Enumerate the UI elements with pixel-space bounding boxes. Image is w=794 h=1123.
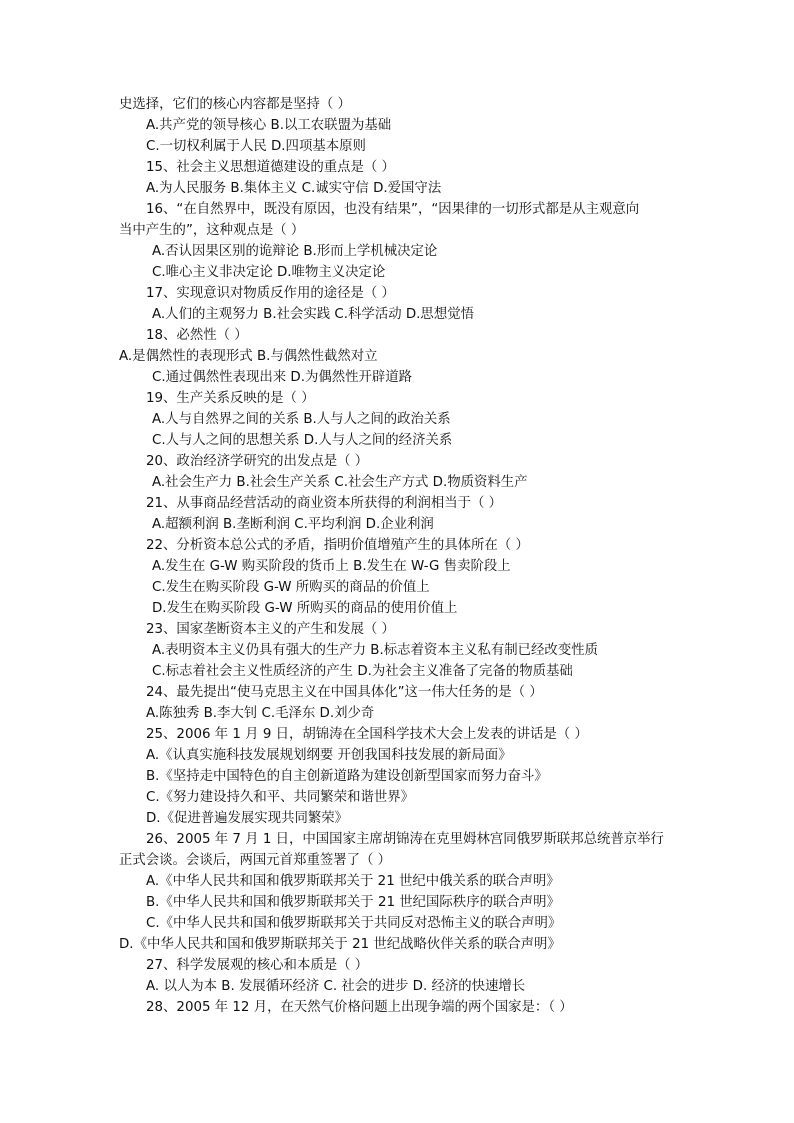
text-line: A.是偶然性的表现形式 B.与偶然性截然对立 <box>119 349 378 364</box>
text-line: 18、必然性（ ） <box>146 328 248 343</box>
text-line: 15、社会主义思想道德建设的重点是（ ） <box>146 160 395 175</box>
text-line: A.为人民服务 B.集体主义 C.诚实守信 D.爱国守法 <box>146 181 442 196</box>
text-line: A.人们的主观努力 B.社会实践 C.科学活动 D.思想觉悟 <box>152 307 474 322</box>
text-line: 16、“在自然界中，既没有原因，也没有结果”，“因果律的一切形式都是从主观意向 <box>146 202 640 217</box>
text-line: D.《促进普遍发展实现共同繁荣》 <box>146 811 349 826</box>
text-line: C.一切权利属于人民 D.四项基本原则 <box>146 139 366 154</box>
text-line: A.超额利润 B.垄断利润 C.平均利润 D.企业利润 <box>152 517 434 532</box>
text-line: C.发生在购买阶段 G-W 所购买的商品的价值上 <box>152 580 430 595</box>
text-line: A.共产党的领导核心 B.以工农联盟为基础 <box>146 118 392 133</box>
text-line: C.唯心主义非决定论 D.唯物主义决定论 <box>152 265 386 280</box>
text-line: A.发生在 G-W 购买阶段的货币上 B.发生在 W-G 售卖阶段上 <box>152 559 511 574</box>
text-line: 27、科学发展观的核心和本质是（ ） <box>146 958 369 973</box>
text-line: 20、政治经济学研究的出发点是（ ） <box>146 454 369 469</box>
text-line: A.社会生产力 B.社会生产关系 C.社会生产方式 D.物质资料生产 <box>152 475 528 490</box>
text-line: A.《中华人民共和国和俄罗斯联邦关于 21 世纪中俄关系的联合声明》 <box>146 874 560 889</box>
text-line: A. 以人为本 B. 发展循环经济 C. 社会的进步 D. 经济的快速增长 <box>146 979 526 994</box>
text-line: 17、实现意识对物质反作用的途径是（ ） <box>146 286 395 301</box>
text-line: 19、生产关系反映的是（ ） <box>146 391 315 406</box>
text-line: D.发生在购买阶段 G-W 所购买的商品的使用价值上 <box>152 601 458 616</box>
text-line: A.表明资本主义仍具有强大的生产力 B.标志着资本主义私有制已经改变性质 <box>152 643 598 658</box>
text-line: C.《努力建设持久和平、共同繁荣和谐世界》 <box>146 790 415 805</box>
text-line: D.《中华人民共和国和俄罗斯联邦关于 21 世纪战略伙伴关系的联合声明》 <box>119 937 561 952</box>
text-line: 25、2006 年 1 月 9 日，胡锦涛在全国科学技术大会上发表的讲话是（ ） <box>146 727 588 742</box>
text-line: 22、分析资本总公式的矛盾，指明价值增殖产生的具体所在（ ） <box>146 538 529 553</box>
text-line: C.《中华人民共和国和俄罗斯联邦关于共同反对恐怖主义的联合声明》 <box>146 916 562 931</box>
text-line: 23、国家垄断资本主义的产生和发展（ ） <box>146 622 395 637</box>
text-line: 28、2005 年 12 月，在天然气价格问题上出现争端的两个国家是：（ ） <box>146 1000 573 1015</box>
text-line: A.《认真实施科技发展规划纲要 开创我国科技发展的新局面》 <box>146 748 512 763</box>
text-line: 史选择，它们的核心内容都是坚持（ ） <box>119 97 351 112</box>
text-line: 21、从事商品经营活动的商业资本所获得的利润相当于（ ） <box>146 496 503 511</box>
text-line: 正式会谈。会谈后，两国元首郑重签署了（ ） <box>119 853 392 868</box>
text-line: A.陈独秀 B.李大钊 C.毛泽东 D.刘少奇 <box>146 706 375 721</box>
text-line: C.通过偶然性表现出来 D.为偶然性开辟道路 <box>152 370 413 385</box>
text-line: B.《中华人民共和国和俄罗斯联邦关于 21 世纪国际秩序的联合声明》 <box>146 895 560 910</box>
text-line: A.否认因果区别的诡辩论 B.形而上学机械决定论 <box>152 244 438 259</box>
text-line: B.《坚持走中国特色的自主创新道路为建设创新型国家而努力奋斗》 <box>146 769 548 784</box>
text-line: C.人与人之间的思想关系 D.人与人之间的经济关系 <box>152 433 453 448</box>
text-line: 当中产生的”，这种观点是（ ） <box>119 223 305 238</box>
text-line: 24、最先提出“使马克思主义在中国具体化”这一伟大任务的是（ ） <box>146 685 543 700</box>
text-line: 26、2005 年 7 月 1 日，中国国家主席胡锦涛在克里姆林宫同俄罗斯联邦总统普京举行 <box>146 832 664 847</box>
text-line: A.人与自然界之间的关系 B.人与人之间的政治关系 <box>152 412 451 427</box>
text-line: C.标志着社会主义性质经济的产生 D.为社会主义准备了完备的物质基础 <box>152 664 573 679</box>
